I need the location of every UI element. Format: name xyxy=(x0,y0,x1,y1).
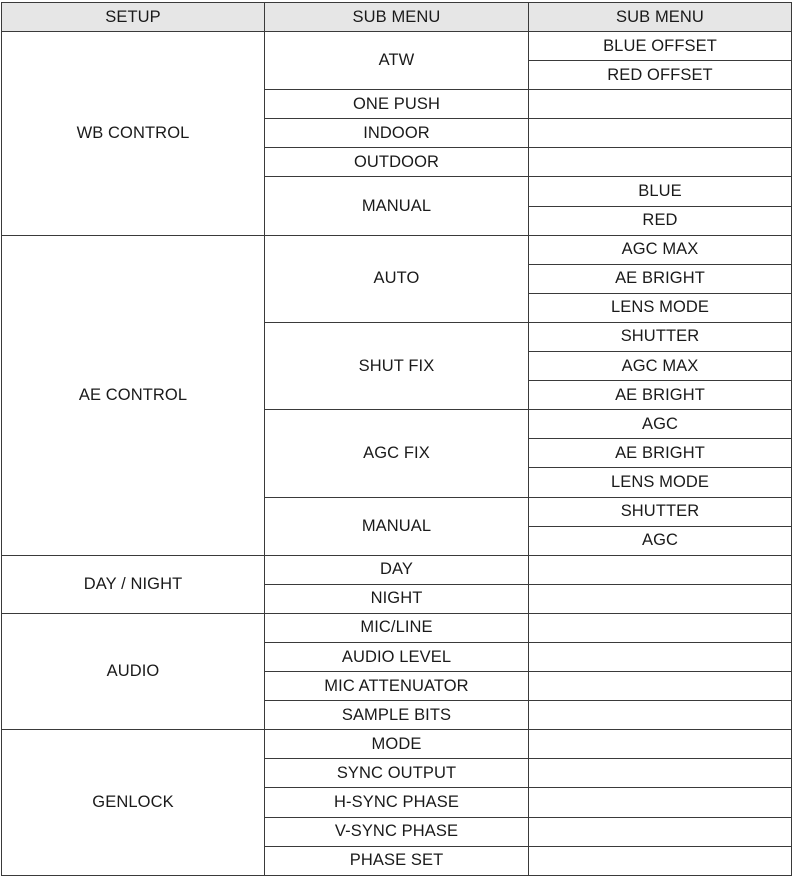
setup-cell: AE CONTROL xyxy=(2,235,265,555)
sub-menu-2-cell: AGC MAX xyxy=(529,235,792,264)
sub-menu-2-cell xyxy=(529,701,792,730)
sub-menu-2-cell xyxy=(529,817,792,846)
sub-menu-cell: ONE PUSH xyxy=(265,90,529,119)
sub-menu-cell: H-SYNC PHASE xyxy=(265,788,529,817)
sub-menu-cell: MODE xyxy=(265,730,529,759)
sub-menu-2-cell xyxy=(529,642,792,671)
sub-menu-2-cell xyxy=(529,846,792,875)
sub-menu-2-cell: BLUE xyxy=(529,177,792,206)
sub-menu-cell: AUTO xyxy=(265,235,529,322)
sub-menu-2-cell xyxy=(529,584,792,613)
sub-menu-cell: DAY xyxy=(265,555,529,584)
sub-menu-cell: AGC FIX xyxy=(265,410,529,497)
sub-menu-2-cell xyxy=(529,759,792,788)
setup-cell: AUDIO xyxy=(2,613,265,729)
sub-menu-2-cell: AGC MAX xyxy=(529,352,792,381)
sub-menu-cell: MANUAL xyxy=(265,177,529,235)
sub-menu-2-cell: AE BRIGHT xyxy=(529,439,792,468)
table-row xyxy=(2,613,792,642)
sub-menu-2-cell xyxy=(529,613,792,642)
sub-menu-2-cell: LENS MODE xyxy=(529,293,792,322)
sub-menu-2-cell xyxy=(529,672,792,701)
sub-menu-2-cell xyxy=(529,148,792,177)
sub-menu-2-cell: SHUTTER xyxy=(529,497,792,526)
header-sub-menu: SUB MENU xyxy=(265,3,529,32)
sub-menu-cell: ATW xyxy=(265,32,529,90)
sub-menu-2-cell xyxy=(529,788,792,817)
sub-menu-2-cell: AGC xyxy=(529,410,792,439)
table-row xyxy=(2,555,792,584)
sub-menu-cell: SAMPLE BITS xyxy=(265,701,529,730)
setup-cell: GENLOCK xyxy=(2,730,265,875)
sub-menu-2-cell xyxy=(529,555,792,584)
table-header-row xyxy=(2,3,792,32)
sub-menu-2-cell xyxy=(529,119,792,148)
sub-menu-cell: SYNC OUTPUT xyxy=(265,759,529,788)
sub-menu-2-cell xyxy=(529,90,792,119)
sub-menu-cell: MIC/LINE xyxy=(265,613,529,642)
setup-cell: DAY / NIGHT xyxy=(2,555,265,613)
sub-menu-cell: OUTDOOR xyxy=(265,148,529,177)
header-sub-menu-2: SUB MENU xyxy=(529,3,792,32)
sub-menu-2-cell: BLUE OFFSET xyxy=(529,32,792,61)
table-row xyxy=(2,730,792,759)
sub-menu-cell: NIGHT xyxy=(265,584,529,613)
sub-menu-2-cell: AE BRIGHT xyxy=(529,381,792,410)
sub-menu-2-cell xyxy=(529,730,792,759)
setup-cell: WB CONTROL xyxy=(2,32,265,236)
sub-menu-cell: MANUAL xyxy=(265,497,529,555)
table-row xyxy=(2,32,792,61)
sub-menu-2-cell: RED OFFSET xyxy=(529,61,792,90)
setup-menu-table xyxy=(1,2,792,876)
sub-menu-cell: INDOOR xyxy=(265,119,529,148)
sub-menu-cell: SHUT FIX xyxy=(265,322,529,409)
sub-menu-cell: MIC ATTENUATOR xyxy=(265,672,529,701)
sub-menu-2-cell: AE BRIGHT xyxy=(529,264,792,293)
header-setup: SETUP xyxy=(2,3,265,32)
sub-menu-cell: AUDIO LEVEL xyxy=(265,642,529,671)
sub-menu-2-cell: AGC xyxy=(529,526,792,555)
sub-menu-2-cell: SHUTTER xyxy=(529,322,792,351)
sub-menu-cell: PHASE SET xyxy=(265,846,529,875)
sub-menu-2-cell: RED xyxy=(529,206,792,235)
sub-menu-2-cell: LENS MODE xyxy=(529,468,792,497)
sub-menu-cell: V-SYNC PHASE xyxy=(265,817,529,846)
table-row xyxy=(2,235,792,264)
